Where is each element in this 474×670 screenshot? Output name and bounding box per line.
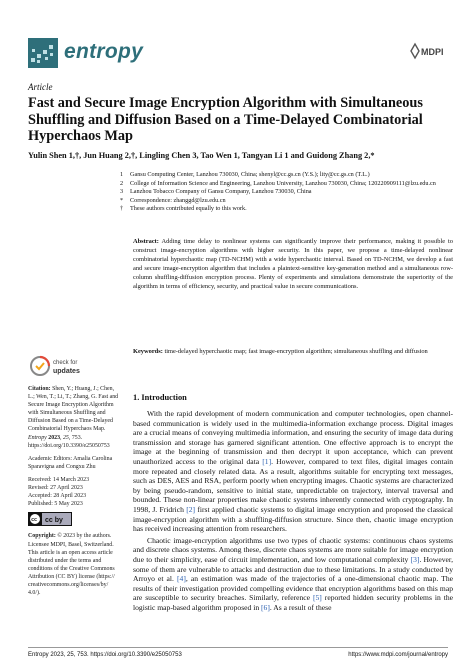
citation: Citation: Shen, Y.; Huang, J.; Chen, L.; Wen, T.; Li, T.; Zhang, G. Fast and Secure Image Encryption Algorithm with Simultaneous Shuffling and Diffusion Based on a Time-Delayed Combinatorial Hyperchaos Map. Entropy 2023, 25, 753. https://doi.org/10.3390/e25050753: [28, 386, 119, 449]
article-info-sidebar: [28, 385, 120, 602]
check-updates-icon: [28, 352, 93, 382]
entropy-logo-icon: [28, 38, 58, 68]
publisher-logo-text: MDPI: [421, 47, 444, 57]
paper-title: Fast and Secure Image Encryption Algorithm with Simultaneous Shuffling and Diffusion Based on a Time-Delayed Combinatorial Hyperchaos Map: [28, 95, 423, 145]
svg-text:cc: cc: [31, 517, 37, 524]
abstract-label: Abstract:: [133, 238, 159, 245]
abstract: [133, 237, 453, 292]
accepted-date: Accepted: 28 April 2023: [28, 493, 87, 500]
affiliations: [120, 171, 460, 214]
citation-link[interactable]: [3]: [410, 554, 420, 564]
check-for-updates-button[interactable]: [28, 352, 93, 382]
citation-link[interactable]: [5]: [312, 593, 322, 603]
affiliation-item: 1 Gansu Computing Center, Lanzhou 730030, China; shenyl@cc.gs.cn (Y.S.); lity@cc.gs.cn (T.L.): [120, 171, 370, 178]
cc-by-license-icon: [28, 512, 72, 526]
copyright-notice: Copyright: © 2023 by the authors. Licensee MDPI, Basel, Switzerland. This article is an open access article distributed under the terms and conditions of the Creative Commons Attribution (CC BY) license (https:// creativecommons.org/licenses/by/ 4.0/).: [28, 533, 115, 597]
equal-contribution-note: † These authors contributed equally to this work.: [120, 205, 247, 213]
article-type: Article: [28, 82, 53, 92]
paragraph: Chaotic image-encryption algorithms use two types of chaotic systems: continuous chaos systems and discrete chaos systems. Among these, discrete chaos systems are more suitable for image encryption due to their simplicity, ease of circuit implementation, and low computational complexity [3]. However, some of them are vulnerable to attacks and destruction due to these limitations. In a study conducted by Arroyo et al. [4], an estimation was made of the trajectories of a one-dimensional chaotic map. The results of their investigation provided compelling evidence that encryption algorithms based on this map are susceptible to security breaches. Similarly, reference [5] reported hidden security problems in the logistic map-based algorithm proposed in [6]. As a result of these: [133, 535, 454, 612]
citation-link[interactable]: [6]: [261, 602, 270, 612]
paragraph: With the rapid development of modern communication and computer technologies, open channel-based communication is widely used in the multimedia-information exchange process. Digital images are a crucial means of conveying multimedia information, and ensuring the security of image data during transmission and storage has garnered significant attention. One effective approach is to encrypt the image at the beginning of transmission and then decrypt it upon acceptance, which can prevent unauthorized access to the original data [1]. However, compared to text files, digital images contain more repeated and closely related data. As a result, algorithms suitable for encrypting text messages, such as DES, AES and RSA, perform poorly when encrypting images. Chaotic systems are characterized by being pseudo-random, sensitive to initial state, unpredictable on trajectory, interval traversal and bounded. These non-linear properties make chaotic systems inherently connected with cryptography. In 1998, J. Fridrich [2] first applied chaotic systems to digital image encryption and proposed the classical image-encryption algorithm with a shuffling-diffusion structure. Since then, chaotic image encryption has received increasing attention from researchers.: [133, 409, 453, 534]
footer-citation: Entropy 2023, 25, 753. https://doi.org/10.3390/e25050753: [28, 652, 182, 658]
affiliation-item: 3 Lanzhou Tobacco Company of Gansu Company, Lanzhou 730030, China: [120, 188, 312, 196]
keywords-label: Keywords:: [133, 348, 163, 355]
citation-link[interactable]: [2]: [186, 504, 196, 514]
author-list: Yulin Shen 1,†, Jun Huang 2,†, Lingling Chen 3, Tao Wen 1, Tangyan Li 1 and Guidong Zhang 2,*: [28, 151, 375, 160]
published-date: Published: 5 May 2023: [28, 501, 83, 508]
citation-link[interactable]: [1]: [262, 456, 272, 466]
keywords-text: time-delayed hyperchaotic map; fast image-encryption algorithm; simultaneous shuffling and diffusion: [164, 348, 428, 355]
introduction-body: [133, 409, 453, 614]
svg-text:check for: check for: [53, 360, 78, 366]
abstract-text: Adding time delay to nonlinear systems can significantly improve their performance, making it possible to construct image-encryption algorithms with higher security. In this paper, we propose a time-delayed nonlinear combinatorial hyperchaotic map (TD-NCHM) with a wide hyperchaotic interval. Based on TD-NCHM, we develop a fast and secure image-encryption algorithm that includes a plaintext-sensitive key-generation method and a simultaneous row-column shuffling-diffusion encryption process. Plenty of experiments and simulations demonstrate the superiority of the algorithm in terms of efficiency, security, and practical value in secure communications.: [133, 238, 453, 291]
keywords: [133, 347, 453, 356]
svg-text:cc by: cc by: [45, 517, 63, 525]
revised-date: Revised: 27 April 2023: [28, 485, 83, 492]
academic-editors: Academic Editors: Amalia Carolina Sparavigna and Congxu Zhu: [28, 455, 113, 470]
affiliation-item: 2 College of Information Science and Engineering, Lanzhou University, Lanzhou 730030, China; 120220909111@lzu.edu.cn: [120, 179, 436, 187]
footer-divider: [28, 647, 448, 648]
journal-name: entropy: [64, 40, 144, 63]
mdpi-logo-icon: [405, 41, 445, 61]
correspondence: * Correspondence: zhanggd@lzu.edu.cn: [120, 196, 226, 204]
received-date: Received: 14 March 2023: [28, 476, 90, 483]
svg-text:updates: updates: [53, 368, 80, 375]
citation-link[interactable]: [4]: [177, 574, 186, 584]
section-heading-introduction: 1. Introduction: [133, 393, 187, 402]
journal-url-link[interactable]: https://www.mdpi.com/journal/entropy: [348, 652, 448, 658]
